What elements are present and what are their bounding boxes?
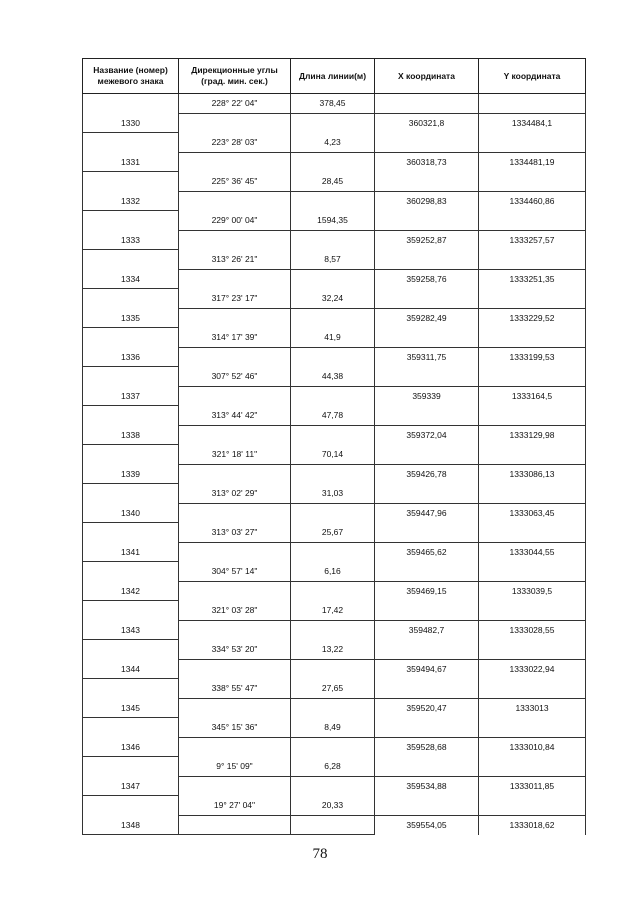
y-coordinate-cell: 1333044,55 bbox=[479, 542, 586, 562]
y-coordinate-cell bbox=[479, 484, 586, 504]
x-coordinate-cell: 359282,49 bbox=[375, 308, 479, 328]
table-header-row bbox=[83, 59, 586, 94]
marker-name-cell bbox=[83, 367, 179, 387]
marker-name-cell bbox=[83, 406, 179, 426]
line-length-cell: 1594,35 bbox=[291, 211, 375, 231]
marker-name-cell bbox=[83, 94, 179, 114]
y-coordinate-cell bbox=[479, 445, 586, 465]
line-length-cell bbox=[291, 191, 375, 211]
marker-name-cell: 1332 bbox=[83, 191, 179, 211]
y-coordinate-cell bbox=[479, 289, 586, 309]
x-coordinate-cell bbox=[375, 133, 479, 153]
bearing-cell bbox=[179, 230, 291, 250]
y-coordinate-cell bbox=[479, 523, 586, 543]
x-coordinate-cell bbox=[375, 796, 479, 816]
marker-name-cell bbox=[83, 445, 179, 465]
header-y-coordinate: Y координата bbox=[479, 59, 586, 94]
segment-row bbox=[83, 250, 586, 270]
segment-row bbox=[83, 406, 586, 426]
marker-name-cell: 1342 bbox=[83, 581, 179, 601]
line-length-cell bbox=[291, 698, 375, 718]
marker-name-cell: 1338 bbox=[83, 425, 179, 445]
line-length-cell: 17,42 bbox=[291, 601, 375, 621]
segment-row bbox=[83, 211, 586, 231]
marker-name-cell: 1345 bbox=[83, 698, 179, 718]
segment-row bbox=[83, 718, 586, 738]
line-length-cell bbox=[291, 776, 375, 796]
header-marker-name: Название (номер) межевого знака bbox=[83, 59, 179, 94]
segment-row bbox=[83, 445, 586, 465]
bearing-cell bbox=[179, 113, 291, 133]
y-coordinate-cell: 1333010,84 bbox=[479, 737, 586, 757]
line-length-cell bbox=[291, 425, 375, 445]
bearing-cell bbox=[179, 503, 291, 523]
segment-row bbox=[83, 133, 586, 153]
y-coordinate-cell bbox=[479, 679, 586, 699]
bearing-cell: 314° 17' 39" bbox=[179, 328, 291, 348]
x-coordinate-cell: 359534,88 bbox=[375, 776, 479, 796]
y-coordinate-cell bbox=[479, 718, 586, 738]
line-length-cell: 25,67 bbox=[291, 523, 375, 543]
marker-name-cell bbox=[83, 562, 179, 582]
bearing-cell: 19° 27' 04" bbox=[179, 796, 291, 816]
y-coordinate-cell: 1333018,62 bbox=[479, 815, 586, 835]
point-row bbox=[83, 503, 586, 523]
line-length-cell bbox=[291, 737, 375, 757]
x-coordinate-cell bbox=[375, 94, 479, 114]
segment-row bbox=[83, 172, 586, 192]
bearing-cell bbox=[179, 737, 291, 757]
x-coordinate-cell: 359426,78 bbox=[375, 464, 479, 484]
line-length-cell bbox=[291, 347, 375, 367]
line-length-cell bbox=[291, 542, 375, 562]
header-bearing: Дирекционные углы (град. мин. сек.) bbox=[179, 59, 291, 94]
bearing-cell bbox=[179, 269, 291, 289]
bearing-cell bbox=[179, 698, 291, 718]
point-row bbox=[83, 347, 586, 367]
segment-row bbox=[83, 640, 586, 660]
line-length-cell: 6,28 bbox=[291, 757, 375, 777]
point-row bbox=[83, 113, 586, 133]
header-line-length: Длина линии(м) bbox=[291, 59, 375, 94]
line-length-cell bbox=[291, 386, 375, 406]
x-coordinate-cell bbox=[375, 172, 479, 192]
segment-row bbox=[83, 328, 586, 348]
y-coordinate-cell: 1333199,53 bbox=[479, 347, 586, 367]
x-coordinate-cell: 359554,05 bbox=[375, 815, 479, 835]
x-coordinate-cell: 359469,15 bbox=[375, 581, 479, 601]
segment-row bbox=[83, 94, 586, 114]
marker-name-cell: 1337 bbox=[83, 386, 179, 406]
x-coordinate-cell: 359494,67 bbox=[375, 659, 479, 679]
bearing-cell: 307° 52' 46" bbox=[179, 367, 291, 387]
y-coordinate-cell: 1333129,98 bbox=[479, 425, 586, 445]
marker-name-cell: 1347 bbox=[83, 776, 179, 796]
x-coordinate-cell bbox=[375, 523, 479, 543]
x-coordinate-cell bbox=[375, 367, 479, 387]
x-coordinate-cell: 360298,83 bbox=[375, 191, 479, 211]
y-coordinate-cell bbox=[479, 133, 586, 153]
line-length-cell: 13,22 bbox=[291, 640, 375, 660]
marker-name-cell bbox=[83, 211, 179, 231]
marker-name-cell: 1348 bbox=[83, 815, 179, 835]
line-length-cell bbox=[291, 230, 375, 250]
x-coordinate-cell bbox=[375, 250, 479, 270]
y-coordinate-cell: 1333251,35 bbox=[479, 269, 586, 289]
page-number: 78 bbox=[312, 846, 328, 862]
y-coordinate-cell bbox=[479, 328, 586, 348]
marker-name-cell: 1331 bbox=[83, 152, 179, 172]
point-row bbox=[83, 737, 586, 757]
line-length-cell: 8,57 bbox=[291, 250, 375, 270]
bearing-cell: 321° 03' 28" bbox=[179, 601, 291, 621]
y-coordinate-cell bbox=[479, 367, 586, 387]
x-coordinate-cell: 359252,87 bbox=[375, 230, 479, 250]
bearing-cell: 228° 22' 04" bbox=[179, 94, 291, 114]
y-coordinate-cell: 1334481,19 bbox=[479, 152, 586, 172]
bearing-cell: 313° 02' 29" bbox=[179, 484, 291, 504]
marker-name-cell: 1344 bbox=[83, 659, 179, 679]
bearing-cell: 313° 03' 27" bbox=[179, 523, 291, 543]
marker-name-cell bbox=[83, 133, 179, 153]
x-coordinate-cell bbox=[375, 211, 479, 231]
line-length-cell: 44,38 bbox=[291, 367, 375, 387]
point-row bbox=[83, 152, 586, 172]
segment-row bbox=[83, 679, 586, 699]
point-row bbox=[83, 659, 586, 679]
x-coordinate-cell bbox=[375, 484, 479, 504]
survey-table-container bbox=[82, 58, 585, 835]
y-coordinate-cell: 1333164,5 bbox=[479, 386, 586, 406]
y-coordinate-cell: 1333039,5 bbox=[479, 581, 586, 601]
bearing-cell bbox=[179, 815, 291, 835]
bearing-cell bbox=[179, 542, 291, 562]
x-coordinate-cell: 359465,62 bbox=[375, 542, 479, 562]
point-row bbox=[83, 386, 586, 406]
y-coordinate-cell bbox=[479, 250, 586, 270]
x-coordinate-cell: 359258,76 bbox=[375, 269, 479, 289]
bearing-cell: 317° 23' 17" bbox=[179, 289, 291, 309]
bearing-cell bbox=[179, 152, 291, 172]
x-coordinate-cell: 359372,04 bbox=[375, 425, 479, 445]
line-length-cell bbox=[291, 659, 375, 679]
point-row bbox=[83, 620, 586, 640]
segment-row bbox=[83, 289, 586, 309]
x-coordinate-cell bbox=[375, 328, 479, 348]
x-coordinate-cell bbox=[375, 601, 479, 621]
line-length-cell: 70,14 bbox=[291, 445, 375, 465]
x-coordinate-cell bbox=[375, 289, 479, 309]
point-row bbox=[83, 425, 586, 445]
y-coordinate-cell: 1333229,52 bbox=[479, 308, 586, 328]
line-length-cell: 378,45 bbox=[291, 94, 375, 114]
bearing-cell bbox=[179, 776, 291, 796]
line-length-cell: 32,24 bbox=[291, 289, 375, 309]
bearing-cell: 345° 15' 36" bbox=[179, 718, 291, 738]
marker-name-cell bbox=[83, 289, 179, 309]
marker-name-cell: 1330 bbox=[83, 113, 179, 133]
bearing-cell: 304° 57' 14" bbox=[179, 562, 291, 582]
segment-row bbox=[83, 484, 586, 504]
x-coordinate-cell bbox=[375, 445, 479, 465]
point-row bbox=[83, 308, 586, 328]
y-coordinate-cell bbox=[479, 601, 586, 621]
point-row bbox=[83, 191, 586, 211]
marker-name-cell: 1334 bbox=[83, 269, 179, 289]
marker-name-cell bbox=[83, 718, 179, 738]
bearing-cell bbox=[179, 464, 291, 484]
y-coordinate-cell: 1333022,94 bbox=[479, 659, 586, 679]
y-coordinate-cell: 1333013 bbox=[479, 698, 586, 718]
marker-name-cell bbox=[83, 640, 179, 660]
marker-name-cell: 1333 bbox=[83, 230, 179, 250]
bearing-cell bbox=[179, 581, 291, 601]
line-length-cell: 20,33 bbox=[291, 796, 375, 816]
line-length-cell bbox=[291, 308, 375, 328]
x-coordinate-cell bbox=[375, 679, 479, 699]
line-length-cell bbox=[291, 620, 375, 640]
bearing-cell: 9° 15' 09" bbox=[179, 757, 291, 777]
segment-row bbox=[83, 601, 586, 621]
y-coordinate-cell bbox=[479, 796, 586, 816]
marker-name-cell bbox=[83, 484, 179, 504]
line-length-cell bbox=[291, 113, 375, 133]
marker-name-cell bbox=[83, 796, 179, 816]
marker-name-cell bbox=[83, 172, 179, 192]
y-coordinate-cell: 1333011,85 bbox=[479, 776, 586, 796]
header-x-coordinate: X координата bbox=[375, 59, 479, 94]
line-length-cell bbox=[291, 581, 375, 601]
x-coordinate-cell bbox=[375, 718, 479, 738]
y-coordinate-cell bbox=[479, 211, 586, 231]
bearing-cell: 321° 18' 11" bbox=[179, 445, 291, 465]
line-length-cell: 6,16 bbox=[291, 562, 375, 582]
marker-name-cell bbox=[83, 757, 179, 777]
y-coordinate-cell bbox=[479, 94, 586, 114]
line-length-cell: 28,45 bbox=[291, 172, 375, 192]
bearing-cell bbox=[179, 347, 291, 367]
segment-row bbox=[83, 796, 586, 816]
line-length-cell: 4,23 bbox=[291, 133, 375, 153]
line-length-cell bbox=[291, 503, 375, 523]
line-length-cell bbox=[291, 152, 375, 172]
x-coordinate-cell: 359447,96 bbox=[375, 503, 479, 523]
bearing-cell bbox=[179, 191, 291, 211]
segment-row bbox=[83, 757, 586, 777]
bearing-cell: 223° 28' 03" bbox=[179, 133, 291, 153]
marker-name-cell: 1341 bbox=[83, 542, 179, 562]
bearing-cell: 225° 36' 45" bbox=[179, 172, 291, 192]
line-length-cell bbox=[291, 815, 375, 835]
marker-name-cell: 1343 bbox=[83, 620, 179, 640]
marker-name-cell bbox=[83, 523, 179, 543]
y-coordinate-cell: 1333028,55 bbox=[479, 620, 586, 640]
x-coordinate-cell bbox=[375, 562, 479, 582]
line-length-cell bbox=[291, 269, 375, 289]
boundary-coordinates-table bbox=[82, 58, 586, 835]
line-length-cell bbox=[291, 464, 375, 484]
bearing-cell: 313° 26' 21" bbox=[179, 250, 291, 270]
point-row bbox=[83, 815, 586, 835]
marker-name-cell bbox=[83, 679, 179, 699]
x-coordinate-cell: 360321,8 bbox=[375, 113, 479, 133]
point-row bbox=[83, 464, 586, 484]
bearing-cell bbox=[179, 659, 291, 679]
y-coordinate-cell bbox=[479, 172, 586, 192]
marker-name-cell: 1335 bbox=[83, 308, 179, 328]
bearing-cell bbox=[179, 386, 291, 406]
x-coordinate-cell: 359528,68 bbox=[375, 737, 479, 757]
y-coordinate-cell: 1333086,13 bbox=[479, 464, 586, 484]
x-coordinate-cell bbox=[375, 757, 479, 777]
point-row bbox=[83, 581, 586, 601]
line-length-cell: 31,03 bbox=[291, 484, 375, 504]
y-coordinate-cell: 1333257,57 bbox=[479, 230, 586, 250]
bearing-cell bbox=[179, 620, 291, 640]
marker-name-cell: 1346 bbox=[83, 737, 179, 757]
marker-name-cell: 1339 bbox=[83, 464, 179, 484]
y-coordinate-cell bbox=[479, 640, 586, 660]
x-coordinate-cell bbox=[375, 406, 479, 426]
x-coordinate-cell: 359339 bbox=[375, 386, 479, 406]
point-row bbox=[83, 230, 586, 250]
segment-row bbox=[83, 523, 586, 543]
bearing-cell: 229° 00' 04" bbox=[179, 211, 291, 231]
bearing-cell bbox=[179, 308, 291, 328]
marker-name-cell bbox=[83, 601, 179, 621]
y-coordinate-cell bbox=[479, 406, 586, 426]
point-row bbox=[83, 542, 586, 562]
marker-name-cell: 1336 bbox=[83, 347, 179, 367]
line-length-cell: 41,9 bbox=[291, 328, 375, 348]
point-row bbox=[83, 698, 586, 718]
y-coordinate-cell: 1334460,86 bbox=[479, 191, 586, 211]
segment-row bbox=[83, 562, 586, 582]
y-coordinate-cell bbox=[479, 757, 586, 777]
bearing-cell: 334° 53' 20" bbox=[179, 640, 291, 660]
y-coordinate-cell: 1333063,45 bbox=[479, 503, 586, 523]
x-coordinate-cell: 360318,73 bbox=[375, 152, 479, 172]
x-coordinate-cell: 359520,47 bbox=[375, 698, 479, 718]
x-coordinate-cell: 359482,7 bbox=[375, 620, 479, 640]
line-length-cell: 8,49 bbox=[291, 718, 375, 738]
x-coordinate-cell bbox=[375, 640, 479, 660]
line-length-cell: 47,78 bbox=[291, 406, 375, 426]
segment-row bbox=[83, 367, 586, 387]
line-length-cell: 27,65 bbox=[291, 679, 375, 699]
bearing-cell bbox=[179, 425, 291, 445]
y-coordinate-cell: 1334484,1 bbox=[479, 113, 586, 133]
point-row bbox=[83, 776, 586, 796]
marker-name-cell: 1340 bbox=[83, 503, 179, 523]
y-coordinate-cell bbox=[479, 562, 586, 582]
x-coordinate-cell: 359311,75 bbox=[375, 347, 479, 367]
table-body bbox=[83, 94, 586, 835]
bearing-cell: 313° 44' 42" bbox=[179, 406, 291, 426]
bearing-cell: 338° 55' 47" bbox=[179, 679, 291, 699]
marker-name-cell bbox=[83, 328, 179, 348]
marker-name-cell bbox=[83, 250, 179, 270]
point-row bbox=[83, 269, 586, 289]
